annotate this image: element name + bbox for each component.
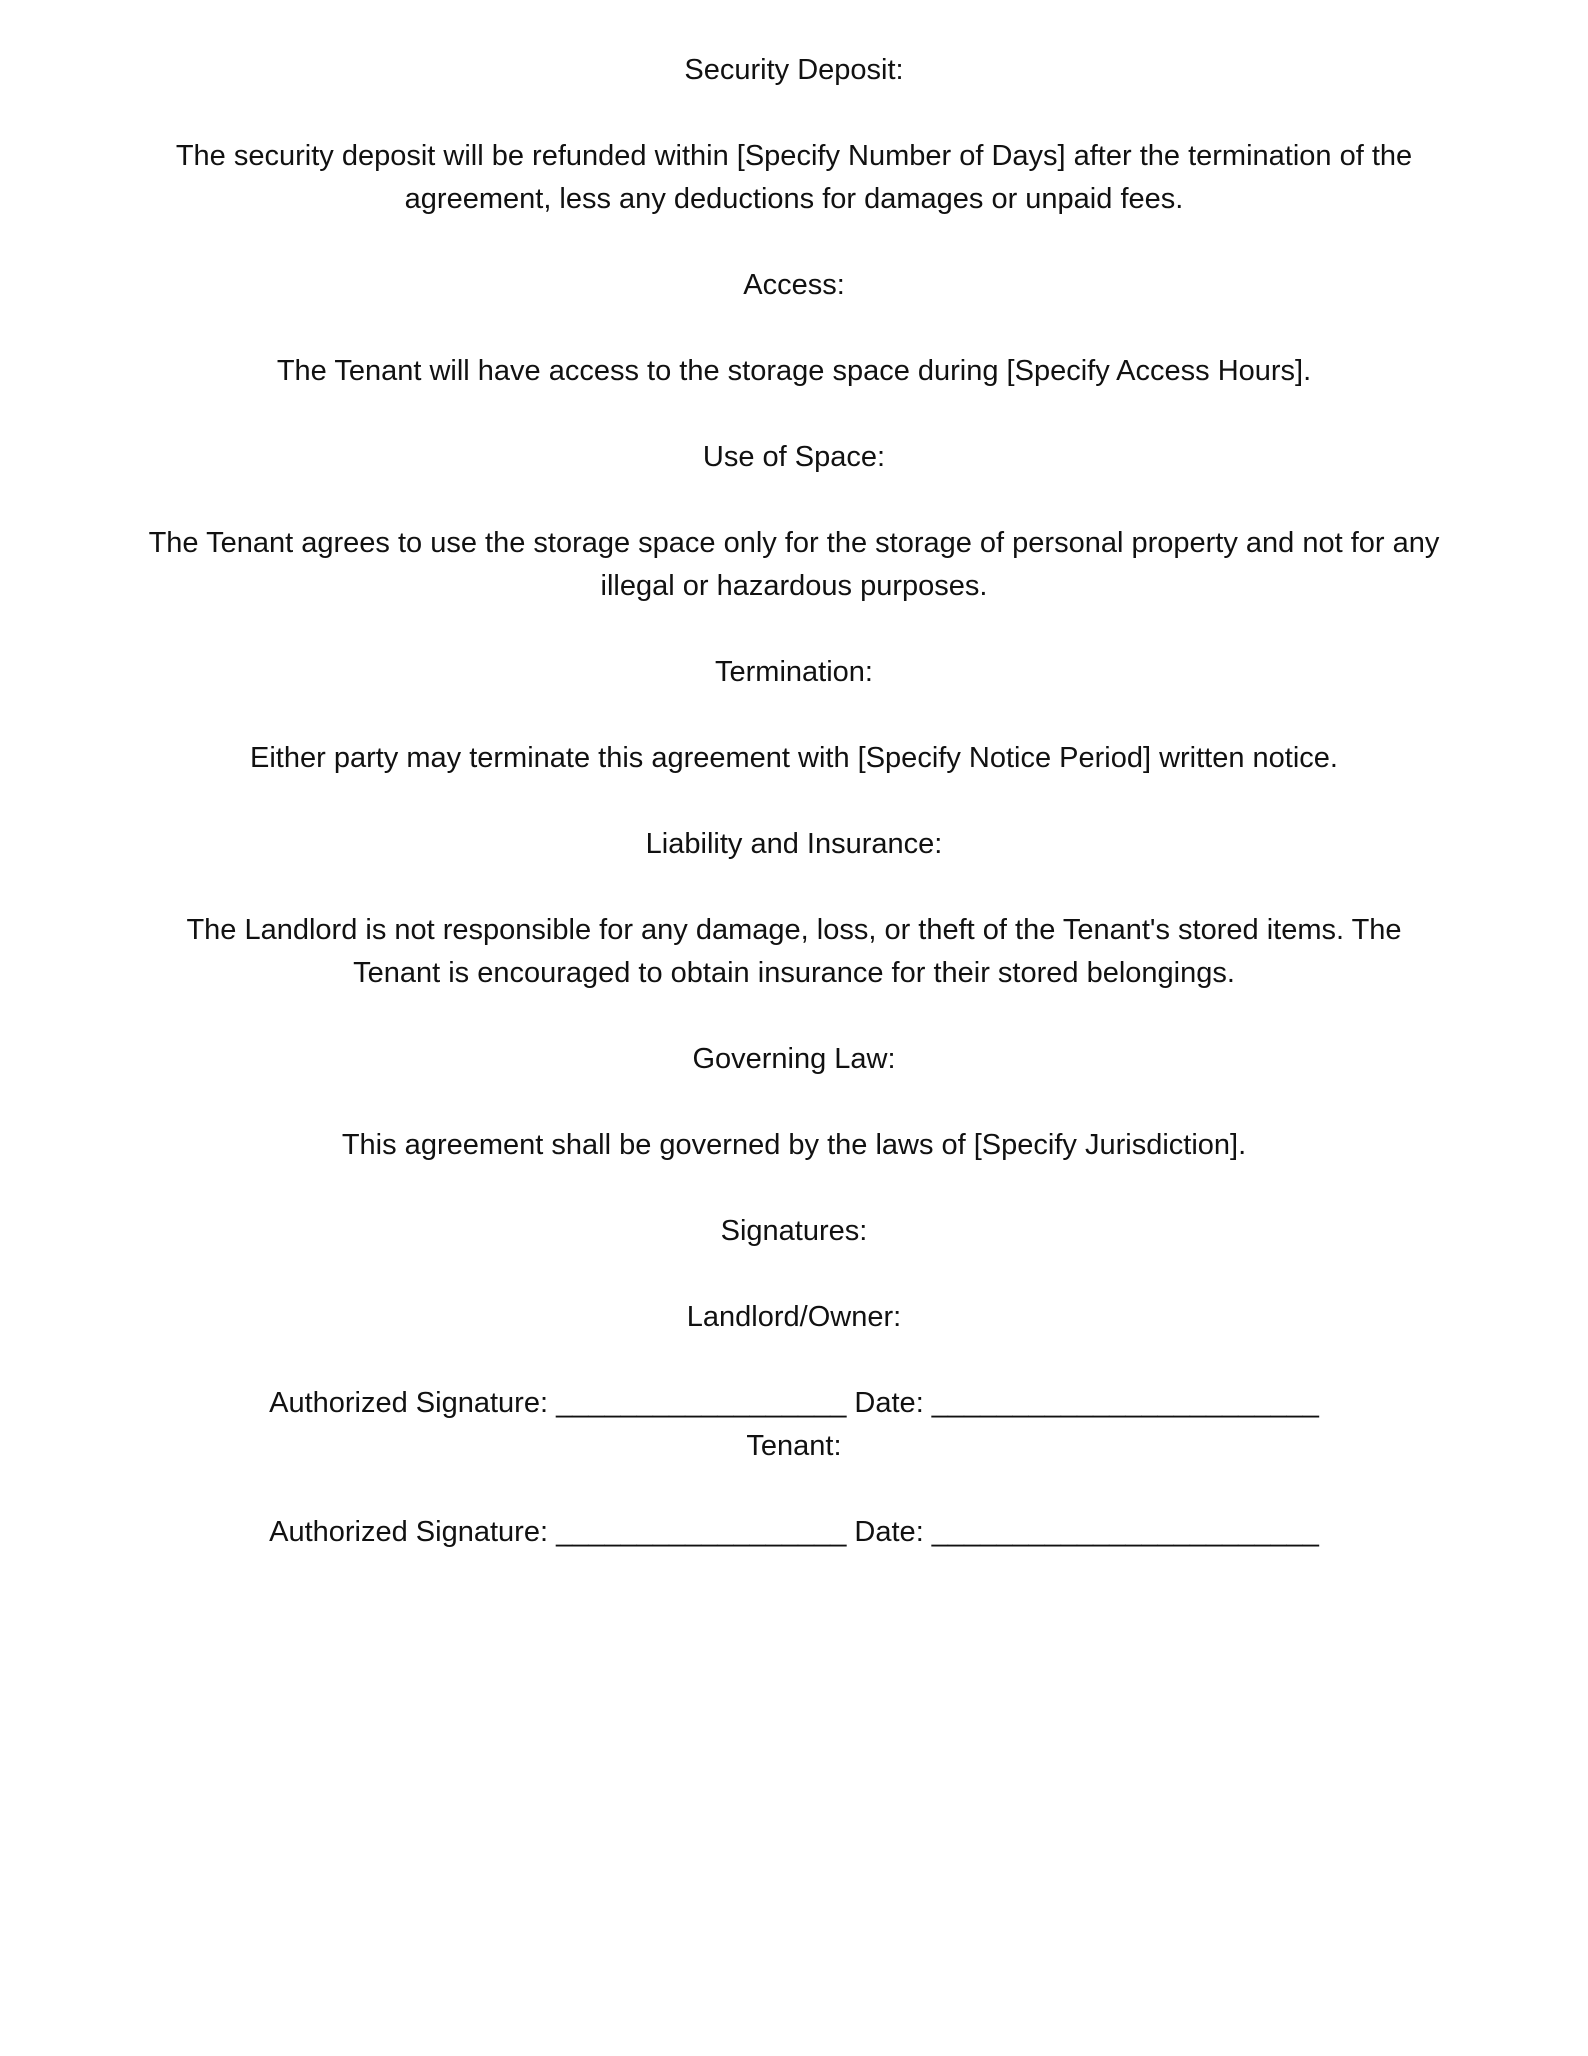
tenant-signature-line: Authorized Signature: __________________ Date: ________________________ xyxy=(269,1516,1319,1548)
section-heading: Liability and Insurance: xyxy=(645,828,943,860)
section-heading: Use of Space: xyxy=(702,441,886,473)
section-heading: Access: xyxy=(743,269,845,301)
paragraph-line: Either party may terminate this agreement with [Specify Notice Period] written notice. xyxy=(250,742,1338,774)
landlord-label: Landlord/Owner: xyxy=(686,1301,902,1333)
section-paragraph xyxy=(0,1124,1588,1167)
paragraph-line: agreement, less any deductions for damages or unpaid fees. xyxy=(404,183,1184,215)
document xyxy=(0,49,1588,1597)
section-heading: Governing Law: xyxy=(692,1043,896,1075)
paragraph-line: The security deposit will be refunded within [Specify Number of Days] after the termination of the xyxy=(175,140,1413,172)
landlord-signature-line: Authorized Signature: __________________ Date: ________________________ xyxy=(269,1387,1319,1419)
section-paragraph xyxy=(0,909,1588,995)
section-paragraph xyxy=(0,737,1588,780)
paragraph-line: The Tenant agrees to use the storage space only for the storage of personal property and not for any xyxy=(148,527,1440,559)
paragraph-line: Tenant is encouraged to obtain insurance for their stored belongings. xyxy=(353,957,1235,989)
tenant-label: Tenant: xyxy=(746,1430,842,1462)
signatures-heading: Signatures: xyxy=(720,1215,868,1247)
paragraph-line: This agreement shall be governed by the laws of [Specify Jurisdiction]. xyxy=(341,1129,1247,1161)
section-paragraph xyxy=(0,135,1588,221)
paragraph-line: The Tenant will have access to the storage space during [Specify Access Hours]. xyxy=(276,355,1312,387)
section-paragraph xyxy=(0,522,1588,608)
section-heading: Security Deposit: xyxy=(684,54,904,86)
section-paragraph xyxy=(0,350,1588,393)
paragraph-line: illegal or hazardous purposes. xyxy=(600,570,988,602)
paragraph-line: The Landlord is not responsible for any damage, loss, or theft of the Tenant's stored items. The xyxy=(186,914,1402,946)
section-heading: Termination: xyxy=(715,656,873,688)
